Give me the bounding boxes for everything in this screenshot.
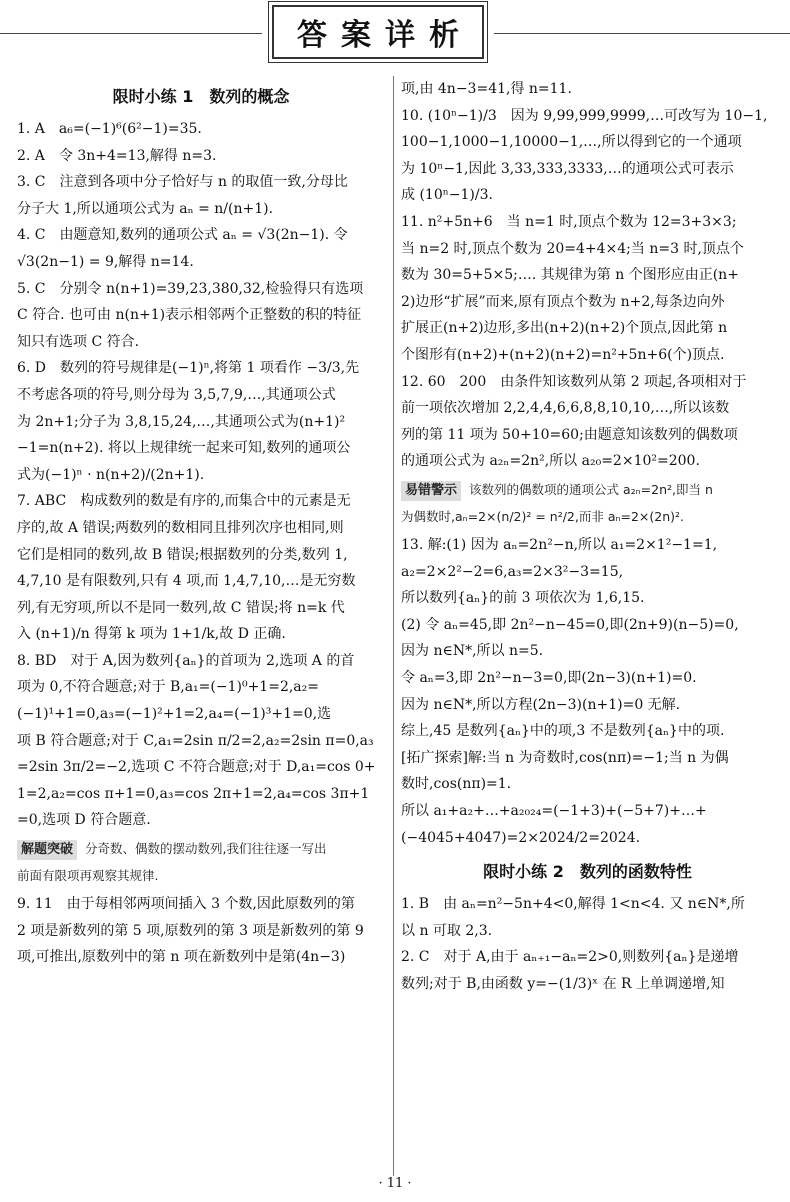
page-header [0, 0, 790, 70]
text-line: 个图形有(n+2)+(n+2)(n+2)=n²+5n+6(个)顶点. [401, 346, 725, 363]
callout-box [401, 477, 774, 530]
header-rule-right [494, 33, 790, 34]
text-line: 100−1,1000−1,10000−1,…,所以得到它的一个通项 [401, 134, 742, 151]
text-line: 1. B 由 aₙ=n²−5n+4<0,解得 1<n<4. 又 n∈N*,所 [401, 896, 745, 913]
text-line: 知只有选项 C 符合. [17, 333, 140, 350]
text-line: =0,选项 D 符合题意. [17, 812, 151, 829]
text-line: 成 (10ⁿ−1)/3. [401, 187, 493, 204]
callout-text: 前面有限项再观察其规律. [17, 867, 159, 883]
text-line: 不考虑各项的符号,则分母为 3,5,7,9,…,其通项公式 [17, 386, 336, 403]
text-line: 以 n 可取 2,3. [401, 922, 493, 939]
text-line: 2)边形“扩展”而来,原有顶点个数为 n+2,每条边向外 [401, 293, 725, 310]
text-line: 当 n=2 时,顶点个数为 20=4+4×4;当 n=3 时,顶点个 [401, 240, 744, 257]
text-line: 2 项是新数列的第 5 项,原数列的第 3 项是新数列的第 9 [17, 922, 364, 939]
text-line: 3. C 注意到各项中分子恰好与 n 的取值一致,分母比 [17, 174, 348, 191]
text-line: 项,可推出,原数列中的第 n 项在新数列中是第(4n−3) [17, 949, 346, 966]
text-line: 11. n²+5n+6 当 n=1 时,顶点个数为 12=3+3×3; [401, 213, 737, 230]
text-line: −1=n(n+2). 将以上规律统一起来可知,数列的通项公 [17, 440, 351, 457]
text-line: 项,由 4n−3=41,得 n=11. [401, 81, 572, 97]
text-line: 8. BD 对于 A,因为数列{aₙ}的首项为 2,选项 A 的首 [17, 652, 355, 669]
text-line: 序的,故 A 错误;两数列的数相同且排列次序也相同,则 [17, 519, 344, 536]
text-line: 4. C 由题意知,数列的通项公式 aₙ = √3(2n−1). 令 [17, 227, 348, 244]
text-line: 12. 60 200 由条件知该数列从第 2 项起,各项相对于 [401, 373, 747, 390]
text-line: (−1)¹+1=0,a₃=(−1)²+1=2,a₄=(−1)³+1=0,选 [17, 706, 332, 723]
text-line: 综上,45 是数列{aₙ}中的项,3 不是数列{aₙ}中的项. [401, 723, 725, 740]
page-number: · 11 · [378, 1176, 412, 1191]
text-line: 1=2,a₂=cos π+1=0,a₃=cos 2π+1=2,a₄=cos 3π+1 [17, 785, 370, 802]
text-line: [拓广探索]解:当 n 为奇数时,cos(nπ)=−1;当 n 为偶 [401, 749, 729, 766]
text-line: 项为 0,不符合题意;对于 B,a₁=(−1)⁰+1=2,a₂= [17, 679, 319, 696]
callout-box [17, 836, 385, 889]
text-line: 为 10ⁿ−1,因此 3,33,333,3333,…的通项公式可表示 [401, 160, 734, 177]
text-line: 分子大 1,所以通项公式为 aₙ = n/(n+1). [17, 200, 274, 217]
text-line: 因为 n∈N*,所以 n=5. [401, 643, 544, 660]
text-line: (−4045+4047)=2×2024/2=2024. [401, 829, 641, 846]
text-line: 为 2n+1;分子为 3,8,15,24,…,其通项公式为(n+1)² [17, 413, 346, 430]
text-line: a₂=2×2²−2=6,a₃=2×3²−3=15, [401, 563, 624, 580]
callout-tag: 易错警示 [401, 481, 461, 501]
text-line: 列,有无穷项,所以不是同一数列,故 C 错误;将 n=k 代 [17, 599, 345, 616]
section-title: 限时小练 1 数列的概念 [112, 87, 290, 106]
text-line: 10. (10ⁿ−1)/3 因为 9,99,999,9999,…可改写为 10−1, [401, 107, 768, 124]
callout-tag: 解题突破 [17, 840, 77, 860]
text-line: 数时,cos(nπ)=1. [401, 776, 512, 793]
text-line: 列的第 11 项为 50+10=60;由题意知该数列的偶数项 [401, 426, 738, 443]
text-line: 1. A a₆=(−1)⁶(6²−1)=35. [17, 121, 202, 137]
text-line: =2sin 3π/2=−2,选项 C 不符合题意;对于 D,a₁=cos 0+ [17, 759, 376, 776]
text-line: 所以 a₁+a₂+…+a₂₀₂₄=(−1+3)+(−5+7)+…+ [401, 803, 707, 820]
text-line: 5. C 分别令 n(n+1)=39,23,380,32,检验得只有选项 [17, 280, 364, 297]
text-line: 2. A 令 3n+4=13,解得 n=3. [17, 147, 217, 164]
section-title: 限时小练 2 数列的函数特性 [483, 862, 692, 882]
text-line: √3(2n−1) = 9,解得 n=14. [17, 253, 194, 270]
text-line: 数列;对于 B,由函数 y=−(1/3)ˣ 在 R 上单调递增,知 [401, 976, 725, 992]
text-line: 项 B 符合题意;对于 C,a₁=2sin π/2=2,a₂=2sin π=0,a₃ [17, 732, 374, 749]
page-title: 答案详析 [297, 18, 473, 53]
right-column [401, 76, 774, 998]
text-line: (2) 令 aₙ=45,即 2n²−n−45=0,即(2n+9)(n−5)=0, [401, 616, 739, 633]
text-line: 扩展正(n+2)边形,多出(n+2)(n+2)个顶点,因此第 n [401, 320, 728, 337]
text-line: 令 aₙ=3,即 2n²−n−3=0,即(2n−3)(n+1)=0. [401, 670, 697, 687]
text-line: C 符合. 也可由 n(n+1)表示相邻两个正整数的积的特征 [17, 307, 362, 324]
text-line: 6. D 数列的符号规律是(−1)ⁿ,将第 1 项看作 −3/3,先 [17, 360, 360, 377]
text-line: 因为 n∈N*,所以方程(2n−3)(n+1)=0 无解. [401, 696, 681, 713]
callout-text: 为偶数时,aₙ=2×(n/2)² = n²/2,而非 aₙ=2×(2n)². [401, 508, 684, 524]
text-line: 4,7,10 是有限数列,只有 4 项,而 1,4,7,10,…是无穷数 [17, 573, 356, 590]
text-line: 前一项依次增加 2,2,4,4,6,6,8,8,10,10,…,所以该数 [401, 400, 730, 417]
text-line: 它们是相同的数列,故 B 错误;根据数列的分类,数列 1, [17, 546, 348, 563]
callout-text: 分奇数、偶数的摆动数列,我们往往逐一写出 [85, 841, 327, 857]
text-line: 所以数列{aₙ}的前 3 项依次为 1,6,15. [401, 590, 645, 607]
text-line: 式为(−1)ⁿ · n(n+2)/(2n+1). [17, 466, 205, 483]
text-line: 13. 解:(1) 因为 aₙ=2n²−n,所以 a₁=2×1²−1=1, [401, 537, 718, 554]
header-title-box [272, 5, 484, 59]
text-line: 7. ABC 构成数列的数是有序的,而集合中的元素是无 [17, 493, 351, 510]
text-line: 数为 30=5+5×5;…. 其规律为第 n 个图形应由正(n+ [401, 267, 739, 284]
callout-text: 该数列的偶数项的通项公式 a₂ₙ=2n²,即当 n [469, 481, 713, 497]
left-column [17, 76, 385, 971]
text-line: 9. 11 由于每相邻两项间插入 3 个数,因此原数列的第 [17, 896, 355, 913]
column-divider [393, 76, 394, 1176]
text-line: 2. C 对于 A,由于 aₙ₊₁−aₙ=2>0,则数列{aₙ}是递增 [401, 949, 739, 966]
text-line: 入 (n+1)/n 得第 k 项为 1+1/k,故 D 正确. [17, 626, 286, 643]
header-rule-left [0, 33, 262, 34]
text-line: 的通项公式为 a₂ₙ=2n²,所以 a₂₀=2×10²=200. [401, 453, 700, 470]
